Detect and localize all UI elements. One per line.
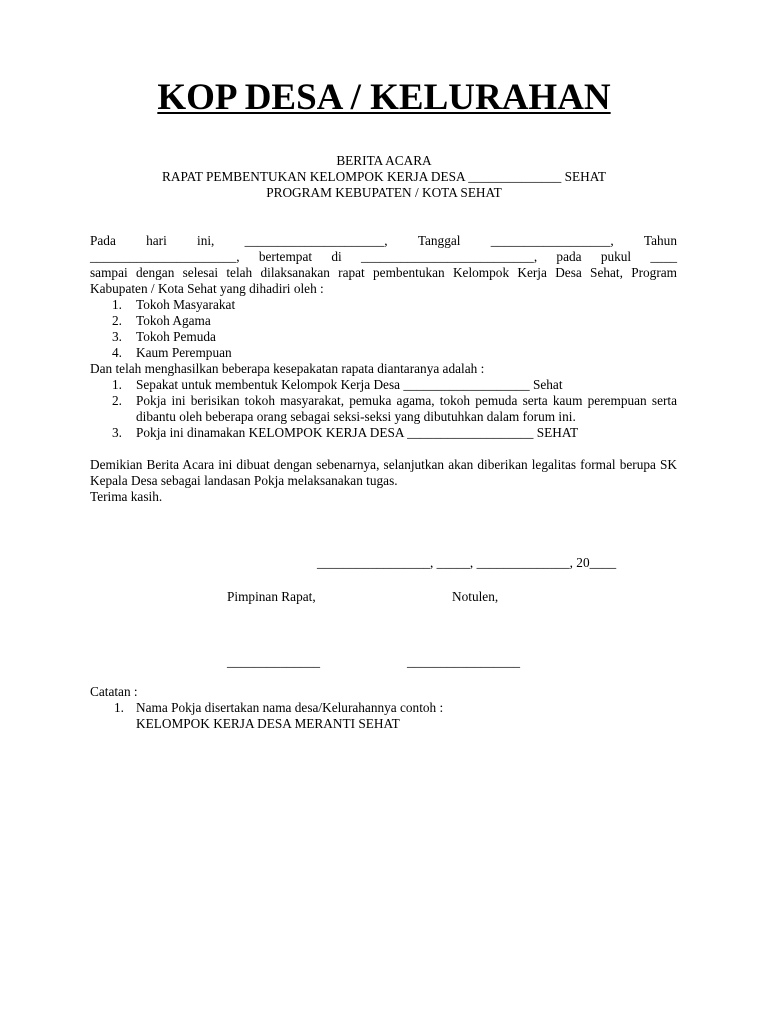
list-item: 2. Pokja ini berisikan tokoh masyarakat, pemuka agama, tokoh pemuda serta kaum perempuan serta dibantu oleh beberapa orang sebagai seksi-seksi yang dibutuhkan dalam forum ini. [112,393,677,424]
list-item: 3. Tokoh Pemuda [112,329,216,344]
notes-label: Catatan : [90,684,138,699]
intro-line-1: Pada hari ini, _____________________, Tanggal __________________, Tahun [90,233,677,248]
list-item: 4. Kaum Perempuan [112,345,232,360]
letterhead-title: KOP DESA / KELURAHAN [157,77,611,118]
heading-subtitle: RAPAT PEMBENTUKAN KELOMPOK KERJA DESA ______________ SEHAT [161,169,607,184]
intro-rest: sampai dengan selesai telah dilaksanakan rapat pembentukan Kelompok Kerja Desa Sehat, Program Kabupaten / Kota Sehat yang dihadiri oleh : [90,265,677,296]
intro-line-2: ______________________, bertempat di __________________________, pada pukul ____ [90,249,677,264]
date-line: _________________, _____, ______________, 20____ [317,555,617,570]
agreement-list [90,377,677,441]
agreements-intro: Dan telah menghasilkan beberapa kesepakatan rapata diantaranya adalah : [90,361,485,376]
list-item: 1. Sepakat untuk membentuk Kelompok Kerja Desa ___________________ Sehat [112,377,563,392]
document-body [90,233,677,505]
list-item: 1. Tokoh Masyarakat [112,297,236,312]
heading-program: PROGRAM KEBUPATEN / KOTA SEHAT [266,185,502,200]
chairman-label: Pimpinan Rapat, [227,589,316,604]
heading-title: BERITA ACARA [336,153,432,168]
notes-item-text: Nama Pokja disertakan nama desa/Kelurahannya contoh : [136,700,444,715]
document-heading [0,153,768,201]
notes-item-number: 1. [114,700,124,715]
list-item: 2. Tokoh Agama [112,313,211,328]
closing-paragraph: Demikian Berita Acara ini dibuat dengan sebenarnya, selanjutkan akan diberikan legalitas formal berupa SK Kepala Desa sebagai landasan Pokja melaksanakan tugas. [90,457,677,488]
notes-example: KELOMPOK KERJA DESA MERANTI SEHAT [136,716,400,731]
list-item: 3. Pokja ini dinamakan KELOMPOK KERJA DESA ___________________ SEHAT [112,425,579,440]
secretary-label: Notulen, [452,589,499,604]
chairman-signature-line: ______________ [227,654,321,669]
attendee-list [90,297,677,361]
thanks-text: Terima kasih. [90,489,163,504]
secretary-signature-line: _________________ [407,654,521,669]
